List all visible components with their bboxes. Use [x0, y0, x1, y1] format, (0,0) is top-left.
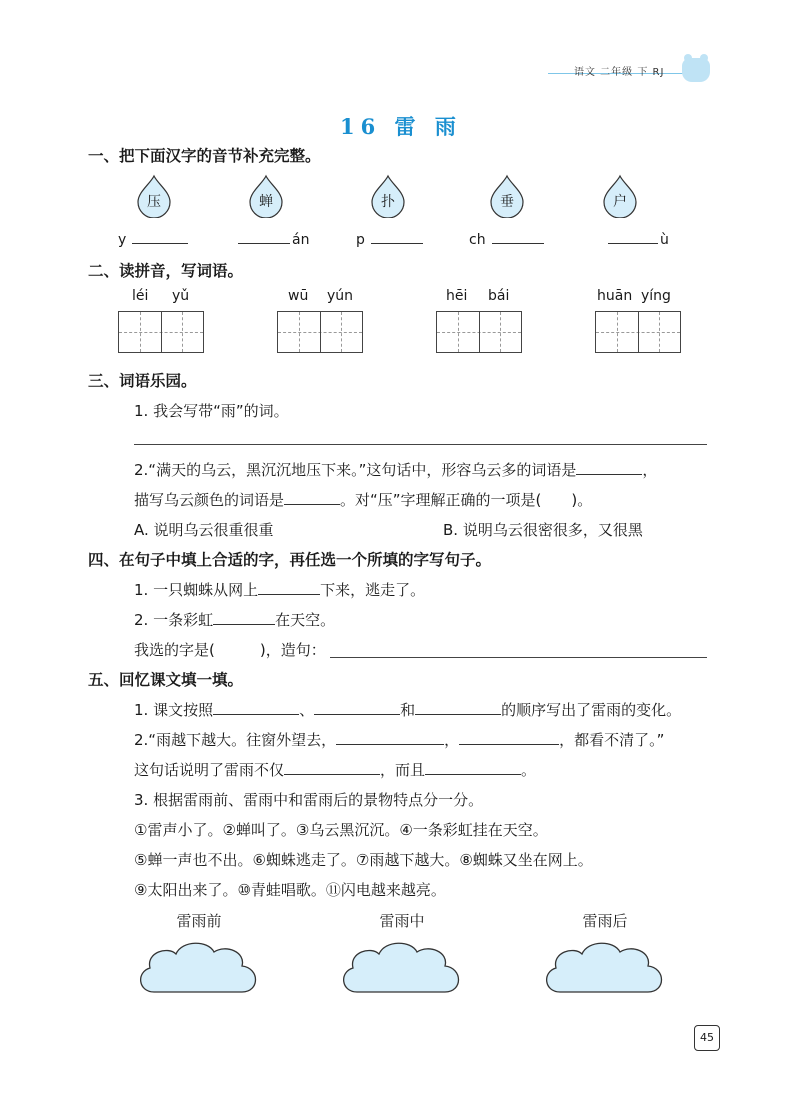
s4-q3: 我选的字是( )，造句：: [134, 641, 326, 659]
page-number: 45: [694, 1025, 720, 1051]
answer-blank[interactable]: [213, 700, 299, 715]
s5-q1-text: 和: [400, 701, 416, 719]
section4-heading: 四、在句子中填上合适的字，再任选一个所填的字写句子。: [88, 551, 492, 569]
cloud-label-during: 雷雨中: [379, 912, 425, 930]
s3-q2-line1: [134, 459, 657, 480]
raindrop-char: 户: [613, 194, 627, 210]
answer-blank[interactable]: [284, 760, 380, 775]
s4-q1: [134, 579, 425, 600]
raindrop-3: [368, 174, 408, 218]
s5-q1-text: 1. 课文按照: [134, 701, 214, 719]
raindrop-char: 蝉: [259, 194, 273, 210]
cloud-box-during[interactable]: [337, 936, 467, 1000]
s5-q2-line2: [134, 759, 536, 780]
s3-q2-line2: [134, 489, 592, 510]
s3-q1: 1. 我会写带“雨”的词。: [134, 402, 289, 420]
writing-grid-3[interactable]: [436, 311, 522, 353]
raindrop-4: [487, 174, 527, 218]
syllable-prefix: y: [118, 232, 127, 248]
cloud-box-before[interactable]: [134, 936, 264, 1000]
page-title: 16 雷 雨: [340, 114, 462, 139]
s4-q1-text: 1. 一只蜘蛛从网上: [134, 581, 259, 599]
s5-q2-line1: [134, 729, 664, 750]
answer-line[interactable]: [134, 444, 707, 445]
answer-blank[interactable]: [213, 610, 275, 625]
answer-blank[interactable]: [415, 700, 501, 715]
s3-q2-text: 2.“满天的乌云，黑沉沉地压下来。”这句话中，形容乌云多的词语是: [134, 461, 577, 479]
raindrop-5: [600, 174, 640, 218]
pinyin-2b: yún: [327, 288, 354, 304]
s4-q2-text: 2. 一条彩虹: [134, 611, 214, 629]
comma: ，: [642, 461, 658, 479]
raindrop-2: [246, 174, 286, 218]
s5-list-1: ①雷声小了。②蝉叫了。③乌云黑沉沉。④一条彩虹挂在天空。: [134, 821, 548, 839]
answer-blank[interactable]: [425, 760, 521, 775]
s5-q1-text: 、: [299, 701, 315, 719]
pinyin-4a: huān: [597, 288, 633, 304]
syllable-suffix: án: [292, 232, 310, 248]
bear-logo-icon: [682, 58, 710, 82]
syllable-blank[interactable]: [608, 229, 658, 244]
s5-list-3: ⑨太阳出来了。⑩青蛙唱歌。⑪闪电越来越亮。: [134, 881, 446, 899]
syllable-prefix: ch: [469, 232, 486, 248]
answer-blank[interactable]: [284, 490, 340, 505]
pinyin-1b: yǔ: [172, 288, 190, 304]
answer-blank[interactable]: [336, 730, 444, 745]
s5-q2-text: 这句话说明了雷雨不仅: [134, 761, 285, 779]
pinyin-1a: léi: [132, 288, 149, 304]
cloud-label-before: 雷雨前: [176, 912, 222, 930]
s3-q2-text: 描写乌云颜色的词语是: [134, 491, 285, 509]
pinyin-4b: yíng: [641, 288, 671, 304]
syllable-blank[interactable]: [132, 229, 188, 244]
writing-grid-4[interactable]: [595, 311, 681, 353]
syllable-prefix: p: [356, 232, 365, 248]
syllable-blank[interactable]: [371, 229, 423, 244]
s5-q2-text: ，而且: [380, 761, 426, 779]
answer-blank[interactable]: [576, 460, 642, 475]
s4-q1-text: 下来，逃走了。: [320, 581, 426, 599]
syllable-1: [118, 229, 188, 248]
sentence-line[interactable]: [330, 657, 707, 658]
raindrop-1: [134, 174, 174, 218]
s5-q2-text: ，: [444, 731, 460, 749]
syllable-blank[interactable]: [238, 229, 290, 244]
section3-heading: 三、词语乐园。: [88, 372, 197, 390]
pinyin-2a: wū: [288, 288, 309, 304]
s4-q2: [134, 609, 335, 630]
raindrop-char: 垂: [500, 194, 514, 210]
section1-heading: 一、把下面汉字的音节补充完整。: [88, 147, 321, 165]
header-label: 语文 二年级 下 RJ: [574, 67, 665, 78]
s5-list-2: ⑤蝉一声也不出。⑥蜘蛛逃走了。⑦雨越下越大。⑧蜘蛛又坐在网上。: [134, 851, 593, 869]
syllable-blank[interactable]: [492, 229, 544, 244]
pinyin-3b: bái: [488, 288, 510, 304]
writing-grid-2[interactable]: [277, 311, 363, 353]
s5-q1-text: 的顺序写出了雷雨的变化。: [501, 701, 682, 719]
s5-q1: [134, 699, 681, 720]
option-a: A. 说明乌云很重很重: [134, 521, 274, 539]
answer-blank[interactable]: [459, 730, 559, 745]
cloud-label-after: 雷雨后: [582, 912, 628, 930]
raindrop-char: 压: [147, 194, 161, 210]
syllable-suffix: ù: [660, 232, 669, 248]
syllable-2: [238, 229, 309, 248]
pinyin-3a: hēi: [446, 288, 468, 304]
raindrop-char: 扑: [381, 194, 395, 210]
answer-blank[interactable]: [258, 580, 320, 595]
writing-grid-1[interactable]: [118, 311, 204, 353]
s5-q3: 3. 根据雷雨前、雷雨中和雷雨后的景物特点分一分。: [134, 791, 484, 809]
s5-q2-text: 2.“雨越下越大。往窗外望去，: [134, 731, 337, 749]
cloud-box-after[interactable]: [540, 936, 670, 1000]
syllable-3: [356, 229, 423, 248]
s3-q2-text: 。对“压”字理解正确的一项是( )。: [340, 491, 593, 509]
section2-heading: 二、读拼音，写词语。: [88, 262, 244, 280]
answer-blank[interactable]: [314, 700, 400, 715]
section5-heading: 五、回忆课文填一填。: [88, 671, 244, 689]
s5-q2-text: ，都看不清了。”: [559, 731, 665, 749]
syllable-5: [608, 229, 669, 248]
s5-q2-text: 。: [521, 761, 537, 779]
syllable-4: [469, 229, 544, 248]
option-b: B. 说明乌云很密很多，又很黑: [443, 521, 643, 539]
s4-q2-text: 在天空。: [275, 611, 336, 629]
